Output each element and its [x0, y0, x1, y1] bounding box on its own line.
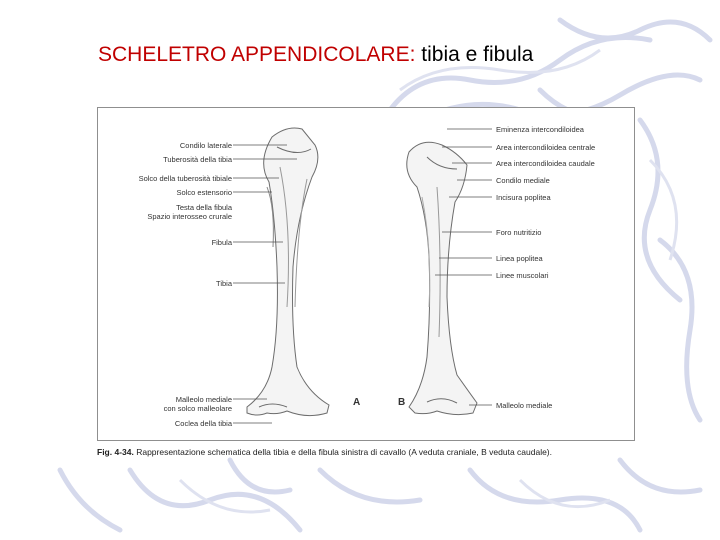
label-area-caudale: Area intercondiloidea caudale [496, 159, 595, 168]
label-tuberosita-tibia: Tuberosità della tibia [163, 155, 232, 164]
view-letter-b: B [398, 397, 406, 408]
title-subtitle: tibia e fibula [421, 43, 534, 66]
label-tibia: Tibia [216, 279, 232, 288]
label-solco-tuberosita: Solco della tuberosità tibiale [138, 174, 232, 183]
caption-text: Rappresentazione schematica della tibia e della fibula sinistra di cavallo (A veduta craniale, B veduta caudale). [133, 447, 553, 457]
label-linea-poplitea: Linea poplitea [496, 254, 543, 263]
bone-b-caudal [407, 142, 477, 414]
label-malleolo-mediale-a: Malleolo mediale [175, 395, 232, 404]
label-solco-malleolare: con solco malleolare [163, 404, 232, 413]
figure-caption [97, 447, 637, 458]
label-solco-estensorio: Solco estensorio [176, 188, 232, 197]
slide-title [98, 41, 658, 69]
label-coclea-tibia: Coclea della tibia [174, 419, 232, 428]
label-condilo-mediale: Condilo mediale [496, 176, 550, 185]
title-main: SCHELETRO APPENDICOLARE: [98, 43, 416, 66]
label-area-centrale: Area intercondiloidea centrale [496, 143, 596, 152]
caption-figure-number: Fig. 4-34. [97, 447, 134, 457]
bone-a-cranial [247, 128, 329, 416]
label-malleolo-mediale-b: Malleolo mediale [496, 401, 553, 410]
label-spazio-interosseo: Spazio interosseo crurale [147, 212, 232, 221]
label-eminenza-intercondiloidea: Eminenza intercondiloidea [496, 125, 584, 134]
label-fibula: Fibula [211, 238, 232, 247]
label-condilo-laterale: Condilo laterale [179, 141, 232, 150]
view-letter-a: A [353, 397, 361, 408]
label-incisura-poplitea: Incisura poplitea [496, 193, 551, 202]
label-linee-muscolari: Linee muscolari [496, 271, 549, 280]
label-testa-fibula: Testa della fibula [176, 203, 232, 212]
label-foro-nutritizio: Foro nutritizio [496, 228, 542, 237]
